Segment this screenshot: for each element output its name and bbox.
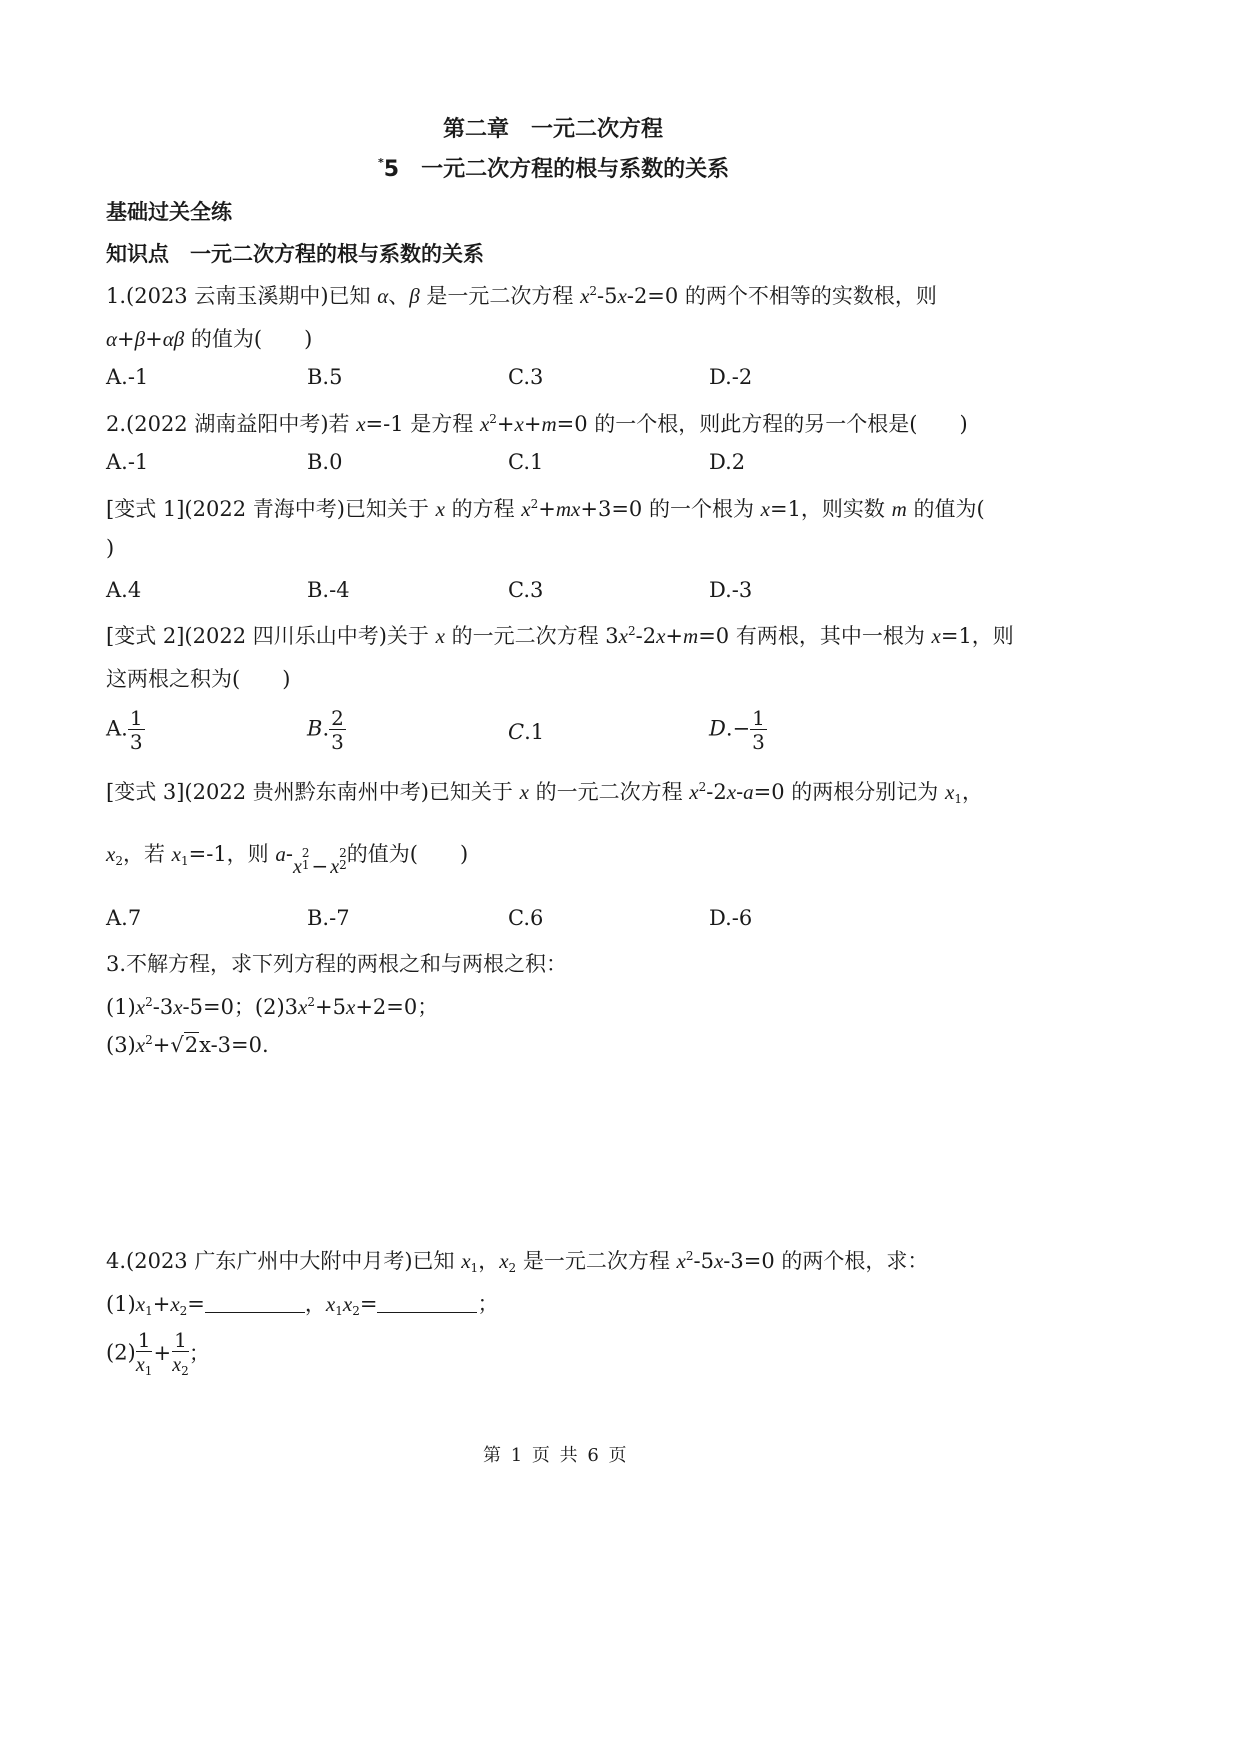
v3-option-b: B.-7	[307, 906, 350, 930]
v3-option-d: D.-6	[709, 906, 753, 930]
q1-prefix: 1.(2023 云南玉溪期中)已知	[106, 284, 378, 308]
section-mark: *	[378, 156, 384, 169]
v3-tail: 的值为( )	[346, 842, 469, 866]
v1-prefix: [变式 1](2022 青海中考)已知关于	[106, 497, 436, 521]
q3-part-3: $(3)x^2+√2x-3=0$.	[106, 1033, 269, 1057]
v2-d-num: 1	[752, 706, 765, 730]
sqrt-symbol: √2	[170, 1033, 199, 1057]
q3-parts-1-2: $(1)x^2-3x-5=0$；$(2)3x^2+5x+2=0$；	[106, 995, 439, 1019]
v2-a-num: 1	[129, 706, 143, 730]
v3-option-a: A.7	[106, 906, 142, 930]
q1-line1: 1.(2023 云南玉溪期中)已知 α、β 是一元二次方程 $x^2-5x-2=0$ 的两个不相等的实数根，则	[106, 284, 937, 308]
q2-option-a: A.-1	[106, 450, 149, 474]
v1-option-a: A.4	[106, 578, 142, 602]
q4-frac-2: $\frac{1}{x_2}$	[172, 1328, 189, 1378]
q1-line2: α+β+αβ 的值为( )	[106, 327, 313, 351]
v2-option-a	[106, 708, 145, 752]
v1-option-c: C.3	[508, 578, 544, 602]
v2-prefix: [变式 2](2022 四川乐山中考)关于	[106, 624, 436, 648]
v1-option-d: D.-3	[709, 578, 753, 602]
v2-option-a-label: A.	[106, 716, 128, 741]
v3-line1: [变式 3](2022 贵州黔东南州中考)已知关于 x 的一元二次方程 $x^2-2x-a=0$ 的两根分别记为 $x_1$，	[106, 780, 983, 806]
v2-a-den: 3	[129, 730, 143, 754]
q3-p3-tail: x-3=0.	[199, 1033, 269, 1057]
q4-frac-1: $\frac{1}{x_1}$	[135, 1328, 153, 1378]
v2-option-c-label: C	[508, 720, 525, 744]
v2-option-b: B. $\frac{2}{3}$	[307, 706, 344, 754]
answer-blank-product[interactable]	[377, 1294, 477, 1313]
page-footer: 第 1 页 共 6 页	[483, 1445, 629, 1466]
v3-option-c: C.6	[508, 906, 544, 930]
q1-option-b: B.5	[307, 365, 343, 389]
v2-d-den: 3	[752, 730, 765, 754]
q1-option-c: C.3	[508, 365, 544, 389]
q2-option-d: D.2	[709, 450, 746, 474]
knowledge-point-heading: 知识点 一元二次方程的根与系数的关系	[106, 242, 484, 266]
q4-frac1-num: 1	[137, 1328, 151, 1352]
q4-line1: 4.(2023 广东广州中大附中月考)已知 $x_1$，$x_2$ 是一元二次方程 $x^2-5x-3=0$ 的两个根，求：	[106, 1249, 929, 1275]
v2-option-d: D.− $\frac{1}{3}$	[709, 706, 765, 754]
q2-option-b: B.0	[307, 450, 343, 474]
v3-prefix: [变式 3](2022 贵州黔东南州中考)已知关于	[106, 780, 520, 804]
v2-option-d-fraction	[750, 708, 767, 752]
q2-option-c: C.1	[508, 450, 544, 474]
v1-line2: )	[106, 536, 115, 560]
v2-option-b-label: B	[307, 716, 323, 741]
q4-part-1: $(1)x_1+x_2=$ ，$x_1x_2=$ ；	[106, 1292, 499, 1318]
q4-frac2-num: 1	[174, 1328, 187, 1352]
q4-prefix: 4.(2023 广东广州中大附中月考)已知	[106, 1249, 462, 1273]
v2-b-num: 2	[331, 706, 344, 730]
section-title	[378, 152, 729, 183]
v2-line1: [变式 2](2022 四川乐山中考)关于 x 的一元二次方程 $3x^2-2x+m=0$ 有两根，其中一根为 x=1，则	[106, 624, 1014, 648]
q3-stem: 3.不解方程，求下列方程的两根之和与两根之积：	[106, 952, 568, 976]
v1-line1: [变式 1](2022 青海中考)已知关于 x 的方程 $x^2+mx+3=0$ 的一个根为 x=1，则实数 m 的值为(	[106, 497, 985, 521]
q1-tail: 的值为( )	[184, 327, 313, 351]
level-heading: 基础过关全练	[106, 200, 232, 224]
v2-option-a-fraction	[128, 708, 145, 752]
v3-line2: $x_2$，若 $x_1=-1$，则 a-x 2 1 − x 2 2 的值为( )	[106, 842, 469, 878]
q4-part-2: (2) $\frac{1}{x_1}$ + $\frac{1}{x_2}$ ；	[106, 1328, 210, 1378]
v2-option-d-label: D	[709, 716, 726, 741]
answer-blank-sum[interactable]	[205, 1294, 305, 1313]
v1-option-b: B.-4	[307, 578, 350, 602]
v2-option-b-fraction	[329, 708, 346, 752]
chapter-title: 第二章 一元二次方程	[443, 117, 664, 142]
v2-b-den: 3	[331, 730, 344, 754]
section-text: 5 一元二次方程的根与系数的关系	[383, 157, 730, 182]
q2-line1: 2.(2022 湖南益阳中考)若 x=-1 是方程 $x^2+x+m=0$ 的一个根，则此方程的另一个根是( )	[106, 412, 968, 436]
v2-line2: 这两根之积为( )	[106, 667, 291, 691]
v2-option-c: C.1	[508, 720, 545, 744]
q1-option-a: A.-1	[106, 365, 149, 389]
v2-c-val: 1	[530, 720, 545, 744]
q2-prefix: 2.(2022 湖南益阳中考)若	[106, 412, 357, 436]
q1-option-d: D.-2	[709, 365, 753, 389]
